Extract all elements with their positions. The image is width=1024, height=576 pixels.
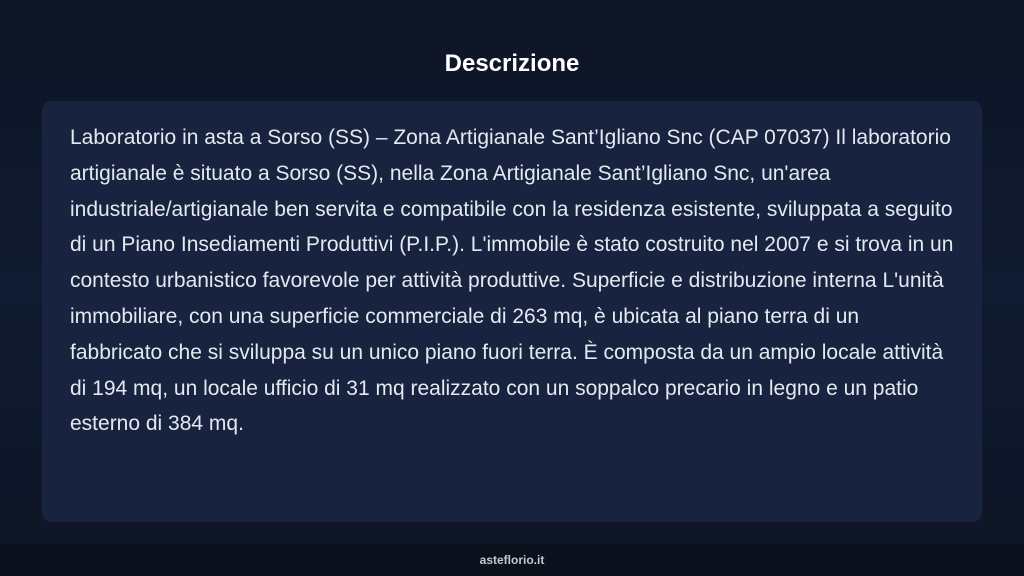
description-text: Laboratorio in asta a Sorso (SS) – Zona Artigianale Sant’Igliano Snc (CAP 07037) Il laboratorio artigianale è situato a Sorso (SS), nella Zona Artigianale Sant’Igliano Snc, un'area industriale/artigianale ben servita e compatibile con la residenza esistente, sviluppata a seguito di un Piano Insediamenti Produttivi (P.I.P.). L'immobile è stato costruito nel 2007 e si trova in un contesto urbanistico favorevole per attività produttive. Superficie e distribuzione interna L'unità immobiliare, con una superficie commerciale di 263 mq, è ubicata al piano terra di un fabbricato che si sviluppa su un unico piano fuori terra. È composta da un ampio locale attività di 194 mq, un locale ufficio di 31 mq realizzato con un soppalco precario in legno e un patio esterno di 384 mq. — [70, 126, 954, 436]
footer-site-name: asteflorio.it — [479, 553, 545, 567]
footer-bar — [0, 544, 1024, 576]
description-card — [42, 101, 982, 522]
page-title: Descrizione — [444, 50, 580, 77]
